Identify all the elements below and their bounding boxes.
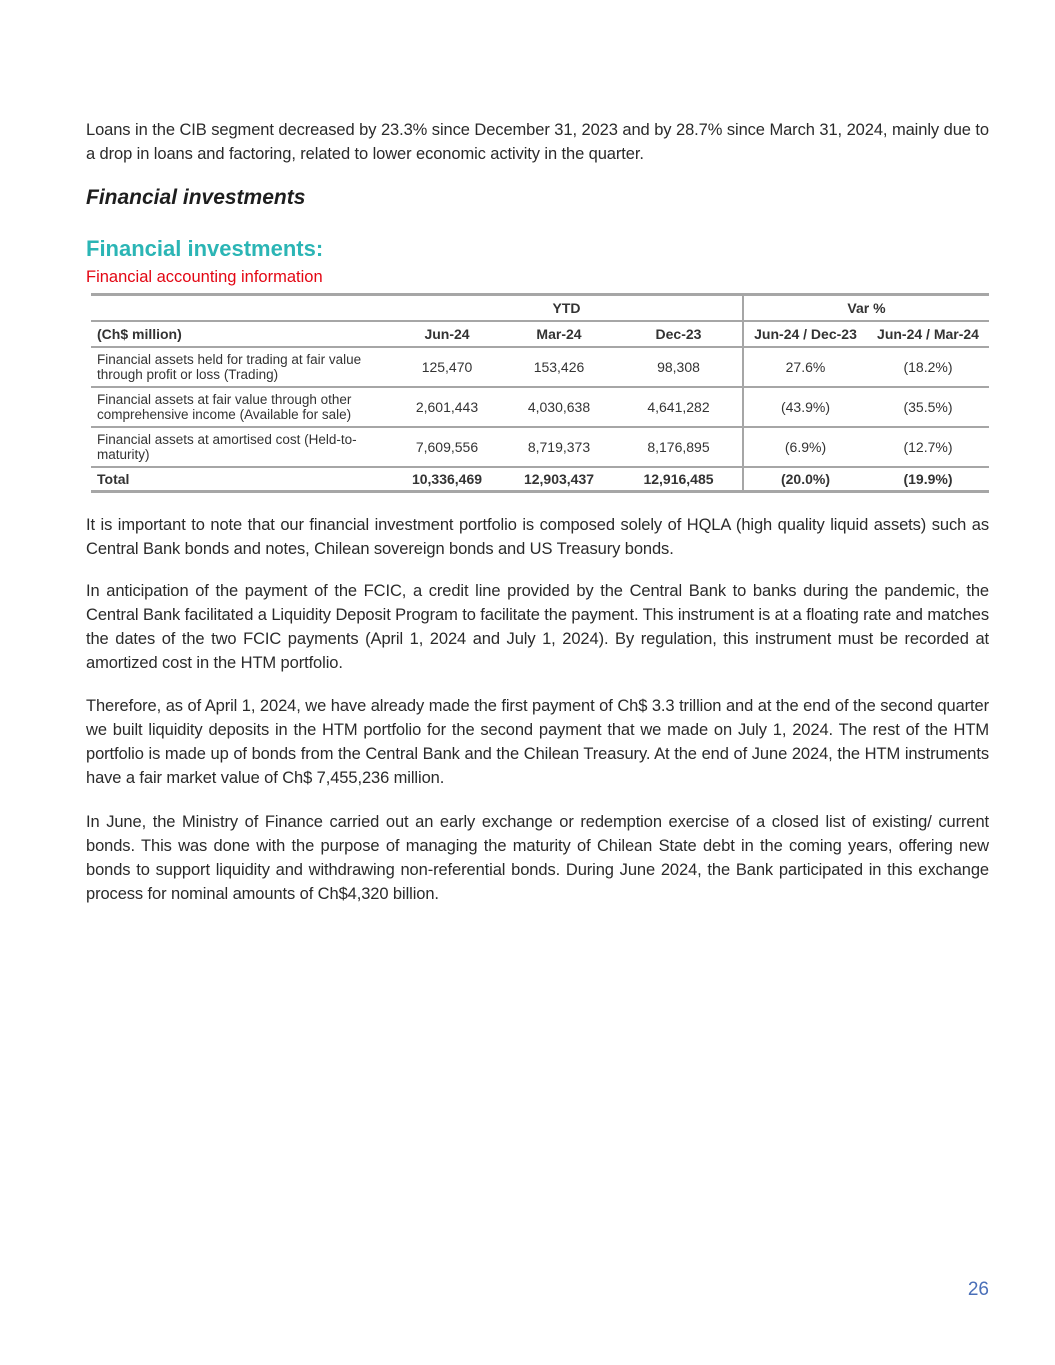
cell: 4,641,282 — [615, 387, 743, 427]
table-subtitle: Financial accounting information — [86, 268, 323, 286]
group-header-ytd: YTD — [391, 295, 743, 322]
column-header: Jun-24 / Dec-23 — [743, 321, 867, 347]
paragraph-cib-loans: Loans in the CIB segment decreased by 23.3% since December 31, 2023 and by 28.7% since March 31, 2024, mainly due to a drop in loans and factoring, related to lower economic activity in the quarter. — [86, 121, 989, 163]
row-label: Financial assets held for trading at fair value through profit or loss (Trading) — [91, 347, 391, 387]
cell: 153,426 — [503, 347, 615, 387]
page-number: 26 — [967, 1279, 989, 1300]
table-row — [91, 387, 989, 427]
column-header: Jun-24 — [391, 321, 503, 347]
group-header-row — [91, 295, 989, 322]
paragraph-bond-exchange: In June, the Ministry of Finance carried out an early exchange or redemption exercise of a closed list of existing/ current bonds. This was done with the purpose of managing the maturity of Chilean State debt in the coming years, offering new bonds to support liquidity and withdrawing non-referential bonds. During June 2024, the Bank participated in this exchange process for nominal amounts of Ch$4,320 billion. — [86, 813, 989, 903]
row-label: Financial assets at amortised cost (Held-to-maturity) — [91, 427, 391, 467]
table-row — [91, 427, 989, 467]
total-row — [91, 467, 989, 492]
cell: 8,719,373 — [503, 427, 615, 467]
group-header-var: Var % — [743, 295, 989, 322]
cell: 7,609,556 — [391, 427, 503, 467]
table-row — [91, 347, 989, 387]
paragraph-hqla: It is important to note that our financial investment portfolio is composed solely of HQLA (high quality liquid assets) such as Central Bank bonds and notes, Chilean sovereign bonds and US Treasury bonds. — [86, 516, 989, 558]
total-cell: 12,903,437 — [503, 467, 615, 492]
cell: 4,030,638 — [503, 387, 615, 427]
table-title: Financial investments: — [86, 236, 324, 261]
total-label: Total — [91, 467, 391, 492]
paragraph-fcic: In anticipation of the payment of the FCIC, a credit line provided by the Central Bank to banks during the pandemic, the Central Bank facilitated a Liquidity Deposit Program to facilitate the payment. This instrument is at a floating rate and matches the dates of the two FCIC payments (April 1, 2024 and July 1, 2024). By regulation, this instrument must be recorded at amortized cost in the HTM portfolio. — [86, 582, 990, 672]
cell: (12.7%) — [867, 427, 989, 467]
financial-investments-table — [91, 293, 989, 493]
total-cell: (19.9%) — [867, 467, 989, 492]
cell: (43.9%) — [743, 387, 867, 427]
group-header-empty — [91, 295, 391, 322]
section-heading: Financial investments — [86, 186, 306, 209]
total-cell: (20.0%) — [743, 467, 867, 492]
total-cell: 10,336,469 — [391, 467, 503, 492]
row-label: Financial assets at fair value through other comprehensive income (Available for sale) — [91, 387, 391, 427]
cell: 98,308 — [615, 347, 743, 387]
column-header: Mar-24 — [503, 321, 615, 347]
cell: 8,176,895 — [615, 427, 743, 467]
paragraph-htm-payments: Therefore, as of April 1, 2024, we have already made the first payment of Ch$ 3.3 trillion and at the end of the second quarter we built liquidity deposits in the HTM portfolio for the second payment that we made on July 1, 2024. The rest of the HTM portfolio is made up of bonds from the Central Bank and the Chilean Treasury. At the end of June 2024, the HTM instruments have a fair market value of Ch$ 7,455,236 million. — [86, 697, 989, 787]
cell: (35.5%) — [867, 387, 989, 427]
cell: 2,601,443 — [391, 387, 503, 427]
column-header: (Ch$ million) — [91, 321, 391, 347]
cell: (18.2%) — [867, 347, 989, 387]
column-header: Jun-24 / Mar-24 — [867, 321, 989, 347]
cell: (6.9%) — [743, 427, 867, 467]
cell: 125,470 — [391, 347, 503, 387]
cell: 27.6% — [743, 347, 867, 387]
column-header: Dec-23 — [615, 321, 743, 347]
column-header-row — [91, 321, 989, 347]
total-cell: 12,916,485 — [615, 467, 743, 492]
